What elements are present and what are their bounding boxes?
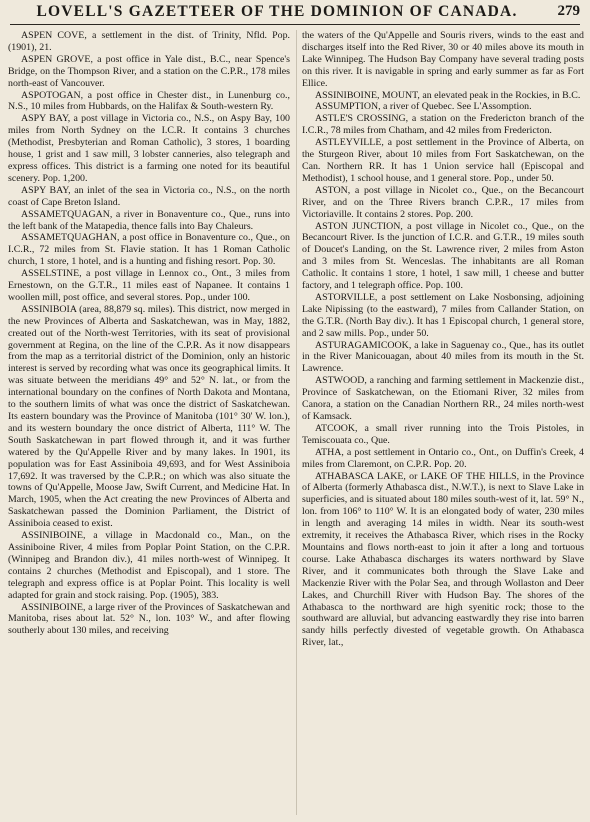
entry-aspen-cove: ASPEN COVE, a settlement in the dist. of Trinity, Nfld. Pop. (1901), 21. [8, 30, 290, 53]
entry-asselstine: ASSELSTINE, a post village in Lennox co., Ont., 3 miles from Ernestown, on the G.T.R., 11 miles east of Napanee. It contains 1 woollen mill, post office, and several stores. Pop., under 100. [8, 268, 290, 303]
entry-assiniboine-village: ASSINIBOINE, a village in Macdonald co., Man., on the Assiniboine River, 4 miles from Poplar Point Station, on the C.P.R. (Winnipeg and Brandon div.), 41 miles north-west of Winnipeg. It contains 2 churches (Methodist and Episcopal), and 1 store. The telegraph and express office is at Poplar Point. This locality is well adapted for grain and stock raising. Pop. (1905), 383. [8, 530, 290, 601]
entry-aston: ASTON, a post village in Nicolet co., Que., on the Becancourt River, and on the Three Rivers branch C.P.R., 17 miles from Victoriaville. It contains 2 stores. Pop. 200. [302, 184, 584, 220]
entry-astleyville: ASTLEYVILLE, a post settlement in the Province of Alberta, on the Sturgeon River, about 10 miles from Fort Saskatchewan, on the Can. Northern RR. It has 1 Union service hall (Episcopal and Methodist), 1 school house, and 1 general store. Pop., under 50. [302, 137, 584, 184]
entry-assiniboia: ASSINIBOIA (area, 88,879 sq. miles). This district, now merged in the new Provinces of Alberta and Saskatchewan, was in May, 1882, created out of the North-west Territories, with its seat of provisional government at Regina, on the line of the C.P.R. As it now disappears from the map as a territorial district of the Dominion, only an historic interest is served by recording what was once its geographical limits. It was situate between the meridians 49° and 52° N. lat., or from the international boundary on the confines of North Dakota and Montana, to the southern limits of what was once the district of Saskatchewan. Its eastern boundary was the Province of Manitoba (101° 30' W. lon.), and its western boundary the once district of Alberta, 111° W. The South Saskatchewan in part flowed through it, and it was further watered by the Qu'Appelle River and by many lakes. In 1901, its population was for East Assiniboia 49,693, and for West Assiniboia 17,692. It was traversed by the C.P.R.; on which was also situate the towns of Qu'Appelle, Moose Jaw, Swift Current, and Medicine Hat. In March, 1905, when the Act creating the new Provinces of Alberta and Saskatchewan passed the Dominion Parliament, the District of Assiniboia ceased to exist. [8, 303, 290, 530]
entry-astles-crossing: ASTLE'S CROSSING, a station on the Fredericton branch of the I.C.R., 78 miles from Chatham, and 42 miles from Fredericton. [302, 113, 584, 137]
entry-aston-junction: ASTON JUNCTION, a post village in Nicolet co., Que., on the Becancourt River. Is the junction of I.C.R. and G.T.R., 19 miles south of Doucet's Landing, on the St. Lawrence river, 2 miles from Aston and 3 miles from St. Wenceslas. The inhabitants are all Roman Catholic. It contains 1 store, 1 hotel, 1 saw mill, 1 cheese and butter factory, and 1 telegraph office. Pop. 100. [302, 220, 584, 292]
entry-aspy-bay-inlet: ASPY BAY, an inlet of the sea in Victoria co., N.S., on the north coast of Cape Breton Island. [8, 184, 290, 208]
entry-aspy-bay-village: ASPY BAY, a post village in Victoria co., N.S., on Aspy Bay, 100 miles from North Sydney on the I.C.R. It contains 3 churches (Methodist, Presbyterian and Roman Catholic), 3 stores, 1 boarding house, 1 grist and 1 saw mill, 3 lobster canneries, also telegraph and express offices. This district is a farming one noted for its beautiful scenery. Pop. 1,200. [8, 113, 290, 184]
entry-astwood: ASTWOOD, a ranching and farming settlement in Mackenzie dist., Province of Saskatchewan, on the Etiomani River, 32 miles from Canora, a station on the Canadian Northern RR., 24 miles north-west of Kamsack. [302, 375, 584, 422]
column-divider [296, 30, 297, 815]
running-title: LOVELL'S GAZETTEER OF THE DOMINION OF CANADA. [36, 3, 518, 20]
entry-aspen-grove: ASPEN GROVE, a post office in Yale dist., B.C., near Spence's Bridge, on the Thompson River, and a station on the C.P.R., 178 miles north-east of Vancouver. [8, 53, 290, 89]
entry-assumption: ASSUMPTION, a river of Quebec. See L'Assomption. [315, 101, 532, 113]
entry-atcook: ATCOOK, a small river running into the Trois Pistoles, in Temiscouata co., Que. [302, 422, 584, 446]
entry-atha: ATHA, a post settlement in Ontario co., Ont., on Duffin's Creek, 4 miles from Claremont, on C.P.R. Pop. 20. [302, 446, 584, 470]
entry-continued-text: the waters of the Qu'Appelle and Souris rivers, winds to the east and discharges itself into the Red River, 30 or 40 miles above its mouth in Lake Winnipeg. The Hudson Bay Company have several trading posts on this river. It is navigable in spring and early summer as far as Fort Ellice. [302, 30, 584, 89]
entry-assametquagan: ASSAMETQUAGAN, a river in Bonaventure co., Que., runs into the left bank of the Matapedia, thence falls into Bay Chaleurs. [8, 208, 290, 232]
entry-astorville: ASTORVILLE, a post settlement on Lake Nosbonsing, adjoining Lake Nipissing (to the eastward), 7 miles from Callander Station, on the G.T.R. (North Bay div.). It has 1 Episcopal church, 1 general store, and 2 saw mills. Pop., under 50. [302, 291, 584, 339]
entry-aspotogan: ASPOTOGAN, a post office in Chester dist., in Lunenburg co., N.S., 10 miles from Hubbards, on the Halifax & South-western Ry. [8, 89, 290, 113]
entry-asturagamicook: ASTURAGAMICOOK, a lake in Saguenay co., Que., has its outlet in the River Manicouagan, about 40 miles from its mouth in the St. Lawrence. [302, 339, 584, 375]
entry-assiniboine-mount: ASSINIBOINE, MOUNT, an elevated peak in the Rockies, in B.C. [315, 89, 581, 101]
page-header [10, 2, 580, 25]
entry-athabasca-lake: ATHABASCA LAKE, or LAKE OF THE HILLS, in the Province of Alberta (formerly Athabasca dist., N.W.T.), is next to Slave Lake in superficies, and is situated about 180 miles south-west of it, lat. 59° N., lon. from 106° to 110° W. It is an elongated body of water, 230 miles in length and averaging 14 miles in width. Near its south-west extremity, it receives the Athabasca River, which rises in the Rocky Mountains and flows north-east to join it after a long and tortuous course. Lake Athabasca discharges its waters northward by Slave River, and it communicates both through the Slave Lake and Mackenzie River with the Polar Sea, and through Wollaston and Deer Lakes, and Churchill River with Hudson Bay. The shores of the Athabasca to the northward are high syenitic rock; those to the southward are alluvial, but advancing eastwardly they rise into barren sandy hills perfectly divested of vegetable growth. On Athabasca River, lat., [302, 470, 584, 649]
page-number: 279 [557, 3, 580, 19]
entry-assametquaghan: ASSAMETQUAGHAN, a post office in Bonaventure co., Que., on I.C.R., 72 miles from St. Flavie station. It has 1 Roman Catholic church, 1 store, 1 hotel, and is a hunting and fishing resort. Pop. 30. [8, 232, 290, 268]
right-column [302, 30, 584, 820]
entry-assiniboine-river: ASSINIBOINE, a large river of the Provinces of Saskatchewan and Manitoba, rises about lat. 52° N., lon. 103° W., and after flowing southerly about 130 miles, and receiving [8, 601, 290, 637]
left-column [8, 30, 290, 820]
